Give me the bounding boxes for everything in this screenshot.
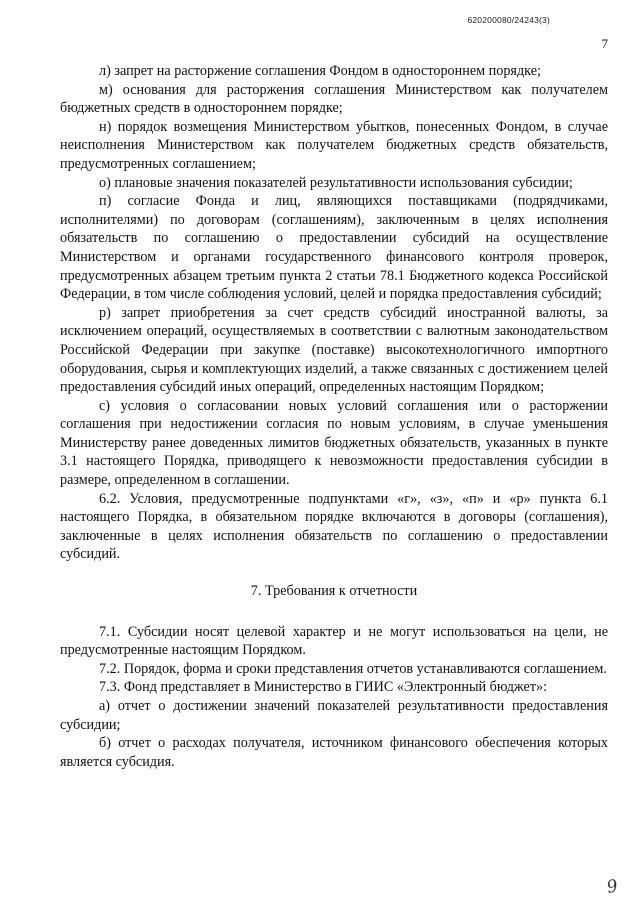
paragraph-7-3-b: б) отчет о расходах получателя, источником финансового обеспечения которых является субсидия. bbox=[60, 735, 608, 770]
page-number: 7 bbox=[601, 36, 608, 51]
paragraph-n: н) порядок возмещения Министерством убытков, понесенных Фондом, в случае неисполнения Министерством как получателем бюджетных средств обязательств, предусмотренных соглашением; bbox=[60, 118, 608, 172]
paragraph-7-2: 7.2. Порядок, форма и сроки представления отчетов устанавливаются соглашением. bbox=[99, 660, 607, 677]
paragraph-s: с) условия о согласовании новых условий соглашения или о расторжении соглашения при недостижении согласия по новым условиям, в случае уменьшения Министерству ранее доведенных лимитов бюджетных обязательств, указанных в пункте 3.1 настоящего Порядка, приводящего к невозможности предоставления субсидии в размере, определенном в соглашении. bbox=[60, 397, 608, 489]
section-heading: 7. Требования к отчетности bbox=[250, 583, 418, 600]
paragraph-7-3: 7.3. Фонд представляет в Министерство в ГИИС «Электронный бюджет»: bbox=[99, 679, 548, 696]
paragraph-l: л) запрет на расторжение соглашения Фондом в одностороннем порядке; bbox=[99, 63, 541, 79]
paragraph-m: м) основания для расторжения соглашения Министерством как получателем бюджетных средств в одностороннем порядке; bbox=[60, 81, 608, 117]
document-body bbox=[60, 62, 608, 771]
paragraph-6-2: 6.2. Условия, предусмотренные подпунктами «г», «з», «п» и «р» пункта 6.1 настоящего Порядка, в обязательном порядке включаются в договоры (соглашения), заключенные в целях исполнения обязательств по соглашению о предоставлении субсидий. bbox=[60, 490, 608, 563]
document-code: 620200080/24243(3) bbox=[467, 15, 550, 25]
handwritten-mark: 9 bbox=[605, 876, 620, 898]
paragraph-r: р) запрет приобретения за счет средств субсидий иностранной валюты, за исключением операций, осуществляемых в соответствии с валютным законодательством Российской Федерации при закупке (поставке) высокотехнологичного импортного оборудования, сырья и комплектующих изделий, а также связанных с достижением целей предоставления субсидий иных операций, определенных настоящим Порядком; bbox=[60, 304, 608, 396]
paragraph-7-1: 7.1. Субсидии носят целевой характер и не могут использоваться на цели, не предусмотренные настоящим Порядком. bbox=[60, 623, 608, 659]
paragraph-p: п) согласие Фонда и лиц, являющихся поставщиками (подрядчиками, исполнителями) по договорам (соглашениям), заключенным в целях исполнения обязательств по соглашению о предоставлении субсидий на осуществление Министерством и органами государственного финансового контроля проверок, предусмотренных абзацем третьим пункта 2 статьи 78.1 Бюджетного кодекса Российской Федерации, в том числе соблюдения условий, целей и порядка предоставления субсидий; bbox=[60, 193, 608, 303]
paragraph-7-3-a: а) отчет о достижении значений показателей результативности предоставления субсидии; bbox=[60, 698, 608, 733]
paragraph-o: о) плановые значения показателей результативности использования субсидии; bbox=[99, 174, 573, 191]
